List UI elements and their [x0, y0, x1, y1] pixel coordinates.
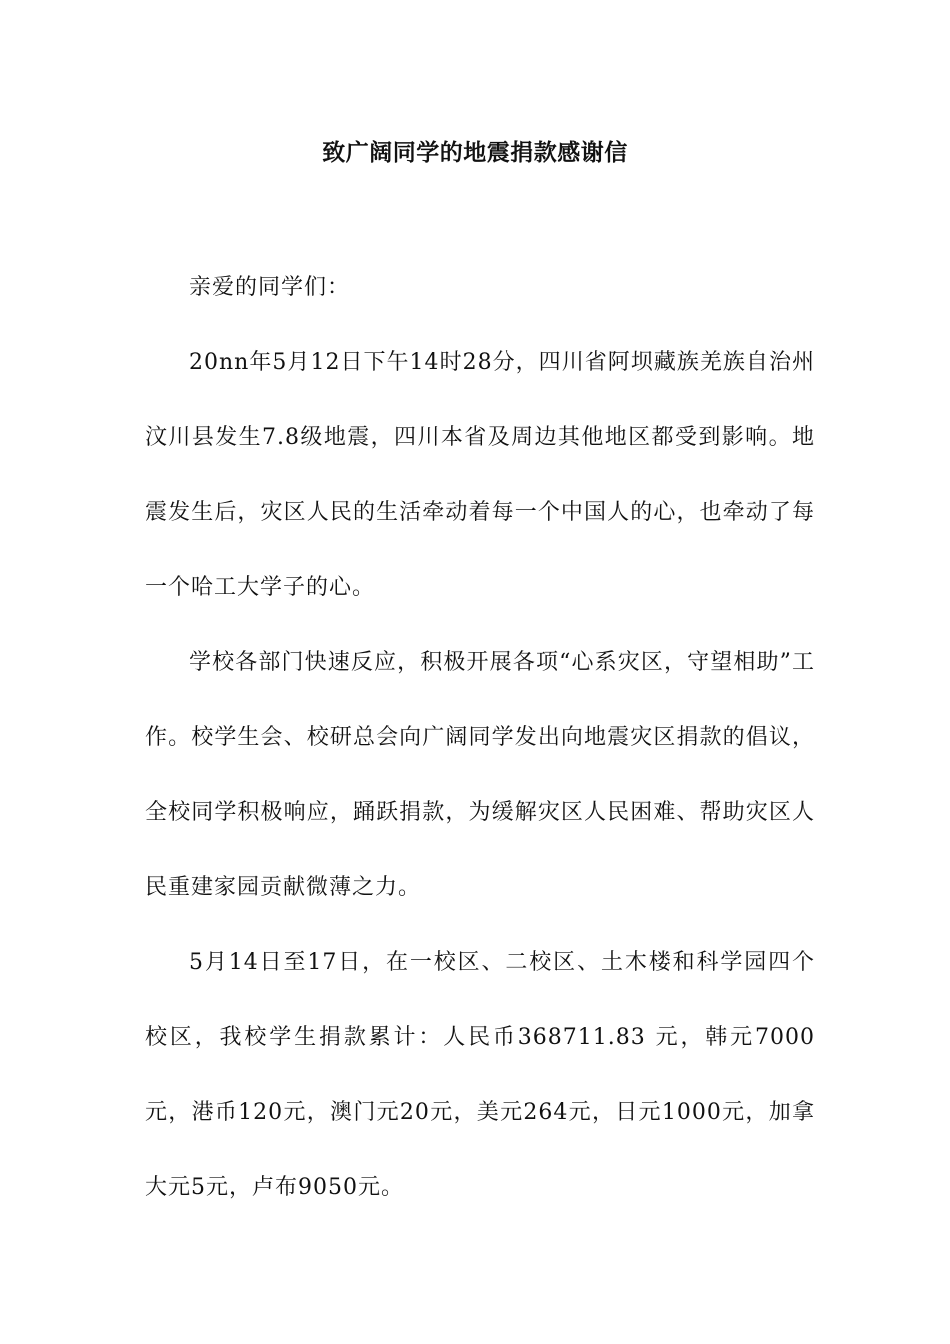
salutation: 亲爱的同学们： [189, 275, 351, 300]
paragraph-3: 5月14日至17日，在一校区、二校区、土木楼和科学园四个校区，我校学生捐款累计：人民币368711.83 元，韩元7000元，港币120元，澳门元20元，美元264元，日元1000元，加拿大元5元，卢布9050元。 [145, 950, 815, 1200]
paragraph-1: 20nn年5月12日下午14时28分，四川省阿坝藏族羌族自治州汶川县发生7.8级地震，四川本省及周边其他地区都受到影响。地震发生后，灾区人民的生活牵动着每一个中国人的心，也牵动了每一个哈工大学子的心。 [145, 350, 815, 600]
paragraph-2: 学校各部门快速反应，积极开展各项“心系灾区，守望相助”工作。校学生会、校研总会向广阔同学发出向地震灾区捐款的倡议，全校同学积极响应，踊跃捐款，为缓解灾区人民困难、帮助灾区人民重建家园贡献微薄之力。 [145, 650, 815, 900]
document-title: 致广阔同学的地震捐款感谢信 [322, 140, 628, 166]
document-body [145, 250, 815, 1225]
